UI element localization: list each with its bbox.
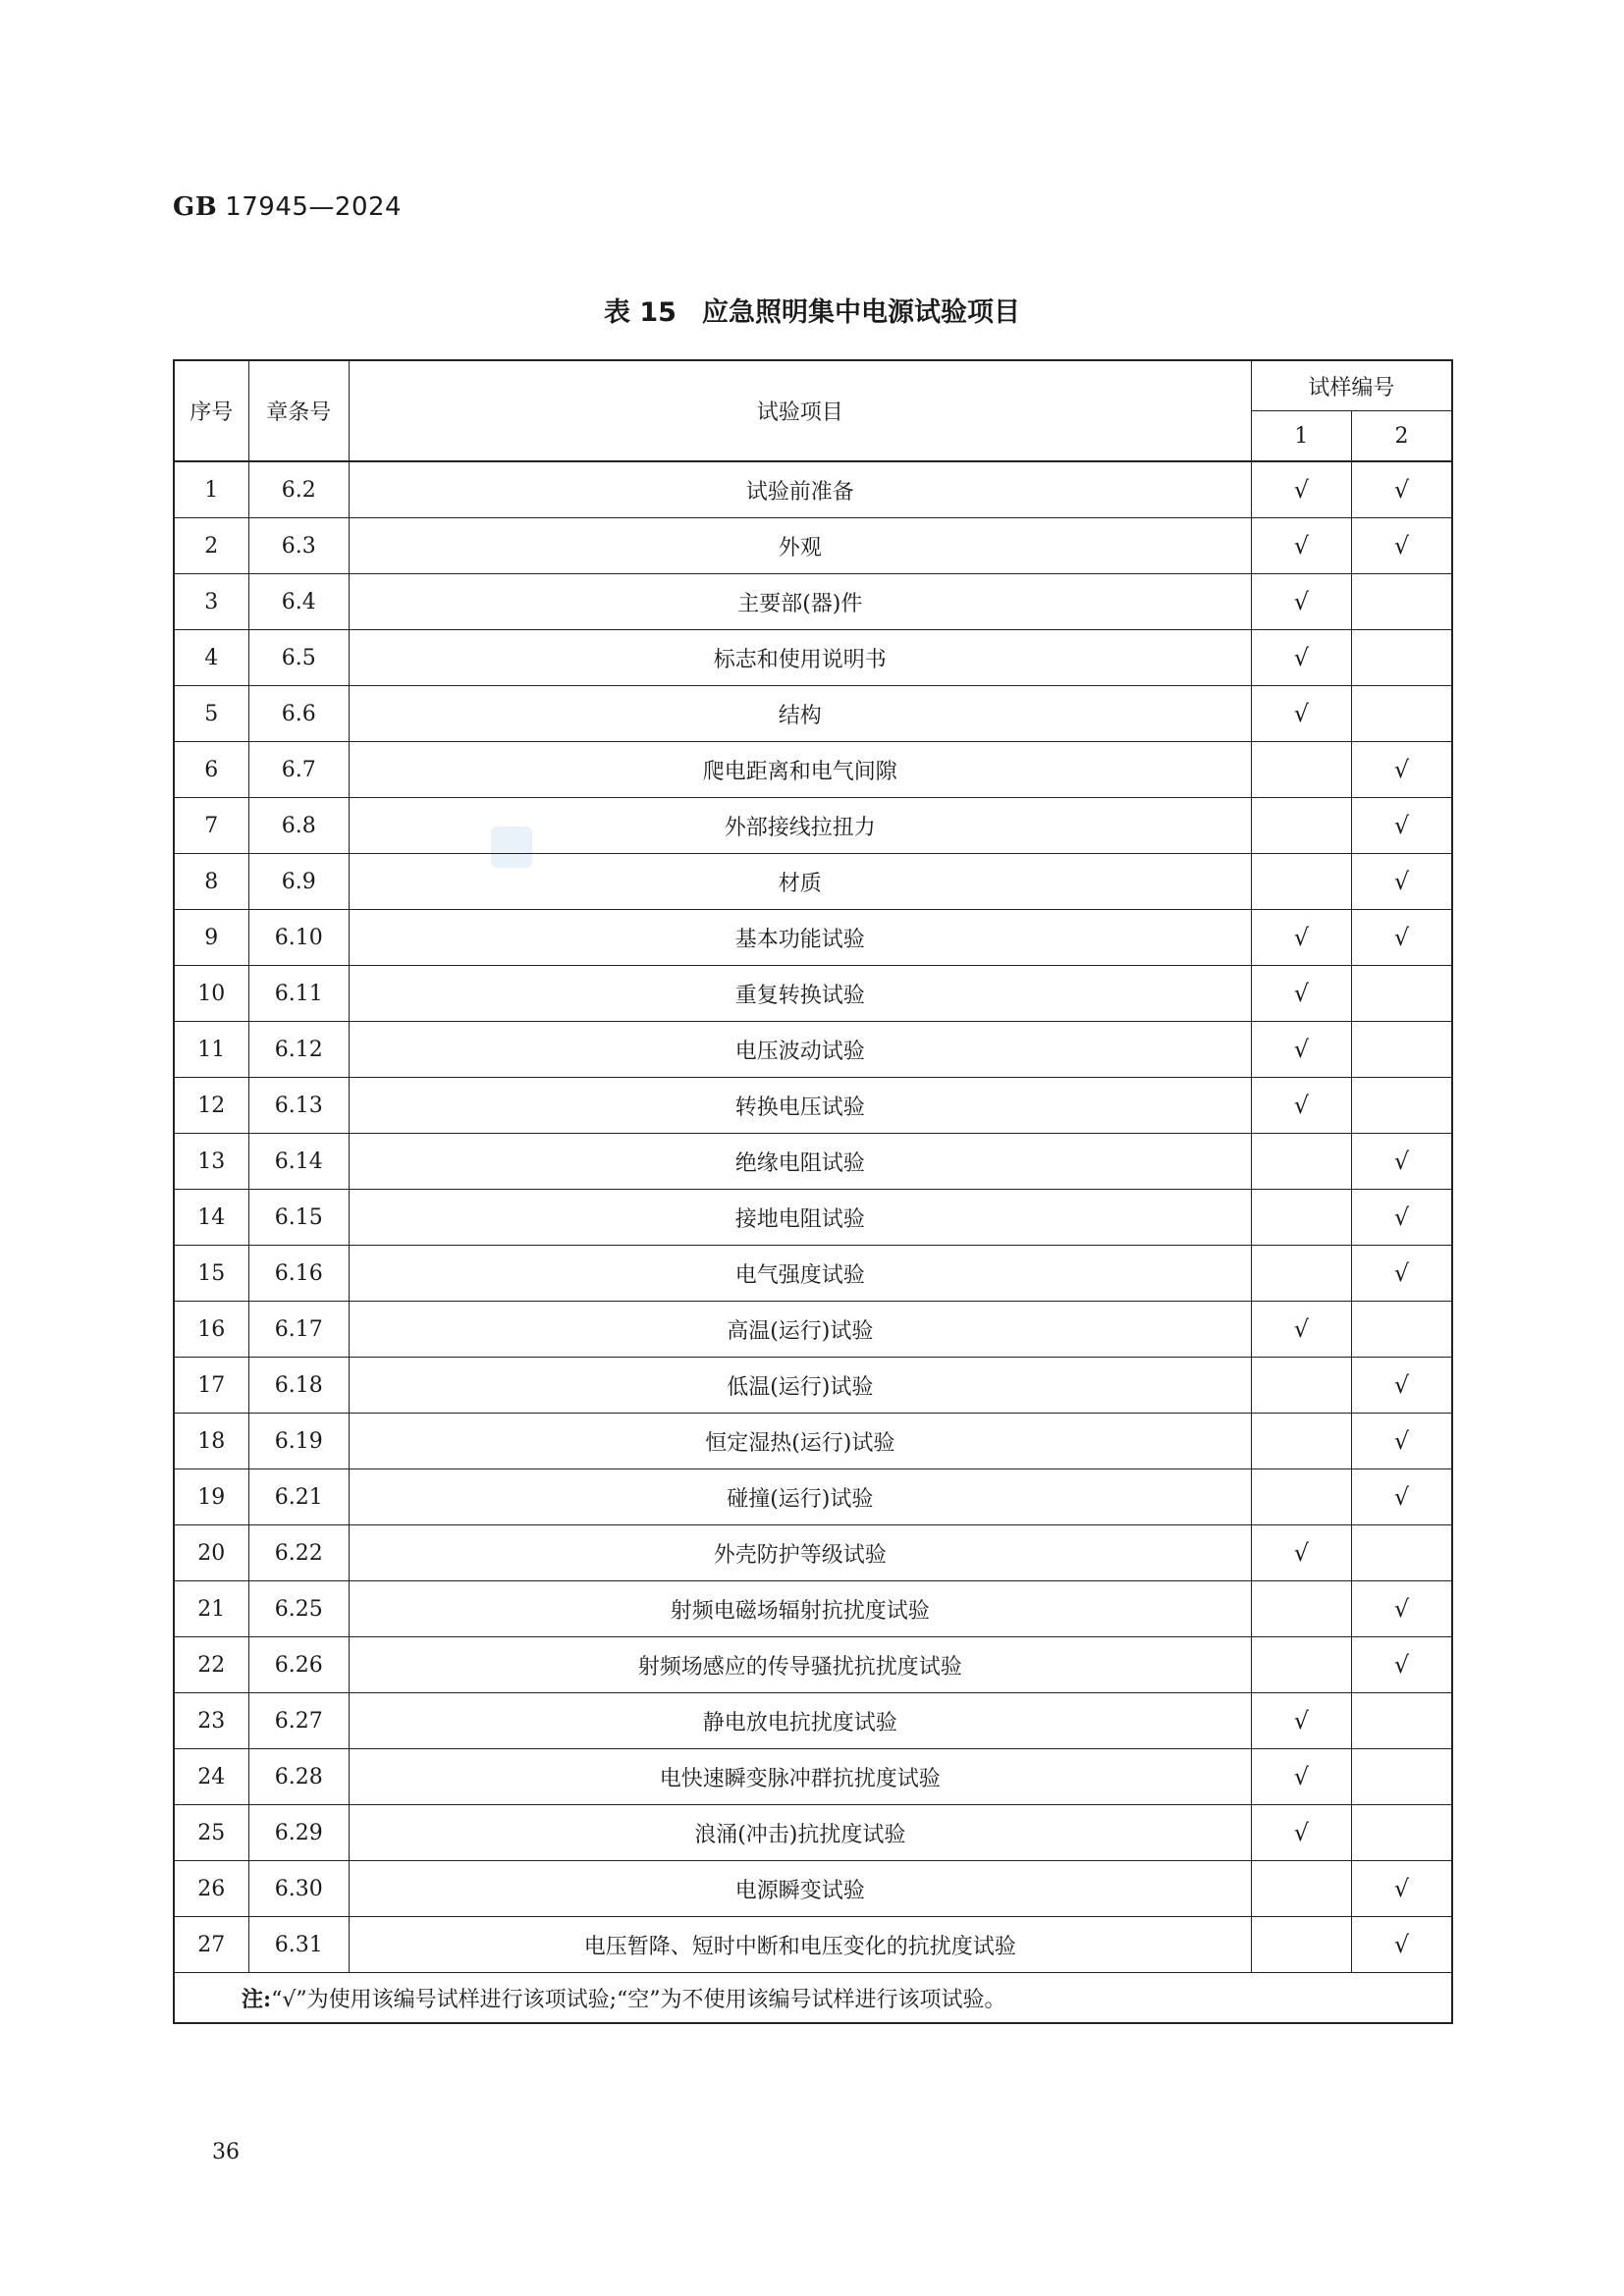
cell-sample-1: [1251, 1246, 1351, 1302]
cell-sample-2: √: [1352, 1246, 1452, 1302]
cell-seq: 4: [174, 630, 248, 686]
cell-seq: 14: [174, 1190, 248, 1246]
cell-seq: 8: [174, 854, 248, 910]
cell-seq: 21: [174, 1581, 248, 1637]
cell-sample-1: [1251, 1469, 1351, 1525]
cell-sample-1: √: [1251, 910, 1351, 966]
cell-sample-1: [1251, 1637, 1351, 1693]
cell-seq: 22: [174, 1637, 248, 1693]
cell-clause: 6.16: [248, 1246, 349, 1302]
cell-item: 材质: [349, 854, 1251, 910]
cell-sample-1: [1251, 1414, 1351, 1469]
cell-clause: 6.5: [248, 630, 349, 686]
table-row: [174, 1022, 1452, 1078]
table-row: [174, 910, 1452, 966]
table-row: [174, 1525, 1452, 1581]
cell-sample-2: [1352, 1302, 1452, 1358]
cell-clause: 6.19: [248, 1414, 349, 1469]
cell-sample-1: [1251, 1861, 1351, 1917]
cell-clause: 6.13: [248, 1078, 349, 1134]
cell-clause: 6.21: [248, 1469, 349, 1525]
cell-seq: 20: [174, 1525, 248, 1581]
cell-clause: 6.29: [248, 1805, 349, 1861]
note-label: 注:: [242, 1986, 272, 2012]
cell-sample-2: √: [1352, 461, 1452, 518]
cell-seq: 11: [174, 1022, 248, 1078]
table-row: [174, 1805, 1452, 1861]
cell-sample-1: √: [1251, 1693, 1351, 1749]
cell-clause: 6.28: [248, 1749, 349, 1805]
table-row: [174, 1693, 1452, 1749]
cell-clause: 6.10: [248, 910, 349, 966]
cell-item: 电压波动试验: [349, 1022, 1251, 1078]
header-sample-group: 试样编号: [1251, 360, 1452, 411]
cell-seq: 9: [174, 910, 248, 966]
cell-seq: 15: [174, 1246, 248, 1302]
cell-seq: 13: [174, 1134, 248, 1190]
cell-item: 射频电磁场辐射抗扰度试验: [349, 1581, 1251, 1637]
table-row: [174, 1134, 1452, 1190]
header-sample-2: 2: [1352, 411, 1452, 462]
cell-clause: 6.22: [248, 1525, 349, 1581]
table-row: [174, 1246, 1452, 1302]
table-note: [174, 1973, 1452, 2024]
cell-clause: 6.17: [248, 1302, 349, 1358]
cell-sample-2: [1352, 1749, 1452, 1805]
cell-item: 主要部(器)件: [349, 574, 1251, 630]
cell-clause: 6.15: [248, 1190, 349, 1246]
cell-sample-2: [1352, 1078, 1452, 1134]
header-clause: 章条号: [248, 360, 349, 461]
test-items-table: [173, 359, 1453, 2024]
cell-seq: 27: [174, 1917, 248, 1973]
cell-item: 转换电压试验: [349, 1078, 1251, 1134]
cell-sample-2: [1352, 630, 1452, 686]
cell-sample-2: √: [1352, 1358, 1452, 1414]
cell-sample-2: [1352, 686, 1452, 742]
cell-item: 电气强度试验: [349, 1246, 1251, 1302]
cell-item: 高温(运行)试验: [349, 1302, 1251, 1358]
table-row: [174, 574, 1452, 630]
header-item: 试验项目: [349, 360, 1251, 461]
cell-sample-1: √: [1251, 686, 1351, 742]
cell-sample-2: √: [1352, 798, 1452, 854]
table-row: [174, 630, 1452, 686]
table-row: [174, 1637, 1452, 1693]
cell-seq: 23: [174, 1693, 248, 1749]
cell-item: 浪涌(冲击)抗扰度试验: [349, 1805, 1251, 1861]
cell-clause: 6.7: [248, 742, 349, 798]
cell-clause: 6.12: [248, 1022, 349, 1078]
cell-sample-2: [1352, 1693, 1452, 1749]
cell-seq: 19: [174, 1469, 248, 1525]
cell-sample-2: √: [1352, 1134, 1452, 1190]
cell-sample-2: √: [1352, 910, 1452, 966]
cell-sample-1: √: [1251, 1302, 1351, 1358]
cell-sample-1: [1251, 1358, 1351, 1414]
cell-clause: 6.4: [248, 574, 349, 630]
cell-seq: 25: [174, 1805, 248, 1861]
cell-sample-2: √: [1352, 1917, 1452, 1973]
cell-item: 重复转换试验: [349, 966, 1251, 1022]
table-row: [174, 686, 1452, 742]
cell-seq: 6: [174, 742, 248, 798]
cell-sample-1: [1251, 742, 1351, 798]
cell-sample-1: [1251, 1134, 1351, 1190]
table-row: [174, 966, 1452, 1022]
cell-seq: 17: [174, 1358, 248, 1414]
table-title: [0, 291, 1624, 329]
cell-seq: 3: [174, 574, 248, 630]
cell-item: 碰撞(运行)试验: [349, 1469, 1251, 1525]
table-row: [174, 518, 1452, 574]
table-row: [174, 1190, 1452, 1246]
cell-sample-1: [1251, 1190, 1351, 1246]
table-row: [174, 854, 1452, 910]
cell-clause: 6.31: [248, 1917, 349, 1973]
table-title-text: 应急照明集中电源试验项目: [701, 297, 1020, 328]
cell-clause: 6.14: [248, 1134, 349, 1190]
cell-sample-1: √: [1251, 1525, 1351, 1581]
header-seq: 序号: [174, 360, 248, 461]
cell-clause: 6.2: [248, 461, 349, 518]
cell-sample-2: √: [1352, 1469, 1452, 1525]
cell-sample-2: [1352, 1805, 1452, 1861]
cell-seq: 18: [174, 1414, 248, 1469]
cell-item: 试验前准备: [349, 461, 1251, 518]
cell-sample-1: √: [1251, 574, 1351, 630]
table-row: [174, 1469, 1452, 1525]
cell-sample-2: [1352, 966, 1452, 1022]
cell-sample-2: √: [1352, 1637, 1452, 1693]
table-row: [174, 1861, 1452, 1917]
cell-sample-2: √: [1352, 854, 1452, 910]
table-row: [174, 1302, 1452, 1358]
cell-item: 结构: [349, 686, 1251, 742]
cell-item: 电源瞬变试验: [349, 1861, 1251, 1917]
cell-item: 电快速瞬变脉冲群抗扰度试验: [349, 1749, 1251, 1805]
cell-sample-2: √: [1352, 1190, 1452, 1246]
cell-item: 电压暂降、短时中断和电压变化的抗扰度试验: [349, 1917, 1251, 1973]
cell-sample-1: [1251, 854, 1351, 910]
cell-clause: 6.3: [248, 518, 349, 574]
cell-clause: 6.11: [248, 966, 349, 1022]
standard-number: 17945—2024: [225, 192, 403, 222]
cell-clause: 6.30: [248, 1861, 349, 1917]
cell-item: 恒定湿热(运行)试验: [349, 1414, 1251, 1469]
standard-code: [173, 192, 402, 222]
cell-sample-2: √: [1352, 518, 1452, 574]
cell-clause: 6.8: [248, 798, 349, 854]
cell-seq: 24: [174, 1749, 248, 1805]
cell-item: 低温(运行)试验: [349, 1358, 1251, 1414]
cell-seq: 12: [174, 1078, 248, 1134]
cell-clause: 6.6: [248, 686, 349, 742]
table-row: [174, 798, 1452, 854]
cell-sample-2: √: [1352, 1581, 1452, 1637]
cell-sample-1: [1251, 798, 1351, 854]
table-row: [174, 1581, 1452, 1637]
cell-item: 射频场感应的传导骚扰抗扰度试验: [349, 1637, 1251, 1693]
header-sample-1: 1: [1251, 411, 1351, 462]
cell-sample-2: √: [1352, 1861, 1452, 1917]
cell-sample-1: √: [1251, 461, 1351, 518]
cell-item: 接地电阻试验: [349, 1190, 1251, 1246]
cell-seq: 16: [174, 1302, 248, 1358]
cell-sample-1: √: [1251, 1805, 1351, 1861]
cell-sample-1: √: [1251, 1078, 1351, 1134]
note-text: “√”为使用该编号试样进行该项试验;“空”为不使用该编号试样进行该项试验。: [271, 1987, 1006, 2012]
cell-seq: 5: [174, 686, 248, 742]
page-number: 36: [212, 2140, 240, 2164]
cell-item: 绝缘电阻试验: [349, 1134, 1251, 1190]
table-row: [174, 1414, 1452, 1469]
cell-seq: 26: [174, 1861, 248, 1917]
table-row: [174, 1749, 1452, 1805]
cell-sample-1: √: [1251, 966, 1351, 1022]
table-row: [174, 1917, 1452, 1973]
cell-sample-1: √: [1251, 1749, 1351, 1805]
table-number: 表 15: [604, 297, 677, 328]
cell-seq: 2: [174, 518, 248, 574]
cell-item: 外观: [349, 518, 1251, 574]
cell-clause: 6.27: [248, 1693, 349, 1749]
cell-clause: 6.9: [248, 854, 349, 910]
cell-clause: 6.26: [248, 1637, 349, 1693]
cell-item: 静电放电抗扰度试验: [349, 1693, 1251, 1749]
cell-sample-1: √: [1251, 630, 1351, 686]
table-row: [174, 1078, 1452, 1134]
table-body: [174, 461, 1452, 1973]
cell-item: 标志和使用说明书: [349, 630, 1251, 686]
standard-prefix: GB: [173, 192, 218, 222]
table-row: [174, 742, 1452, 798]
cell-sample-1: [1251, 1917, 1351, 1973]
cell-clause: 6.25: [248, 1581, 349, 1637]
cell-sample-1: [1251, 1581, 1351, 1637]
cell-sample-2: [1352, 1525, 1452, 1581]
cell-clause: 6.18: [248, 1358, 349, 1414]
cell-sample-1: √: [1251, 1022, 1351, 1078]
cell-sample-2: [1352, 1022, 1452, 1078]
cell-seq: 10: [174, 966, 248, 1022]
table-row: [174, 1358, 1452, 1414]
cell-seq: 7: [174, 798, 248, 854]
cell-seq: 1: [174, 461, 248, 518]
cell-sample-2: √: [1352, 742, 1452, 798]
cell-item: 爬电距离和电气间隙: [349, 742, 1251, 798]
cell-sample-2: [1352, 574, 1452, 630]
cell-sample-1: √: [1251, 518, 1351, 574]
cell-item: 外壳防护等级试验: [349, 1525, 1251, 1581]
cell-item: 基本功能试验: [349, 910, 1251, 966]
table-row: [174, 461, 1452, 518]
cell-sample-2: √: [1352, 1414, 1452, 1469]
cell-item: 外部接线拉扭力: [349, 798, 1251, 854]
